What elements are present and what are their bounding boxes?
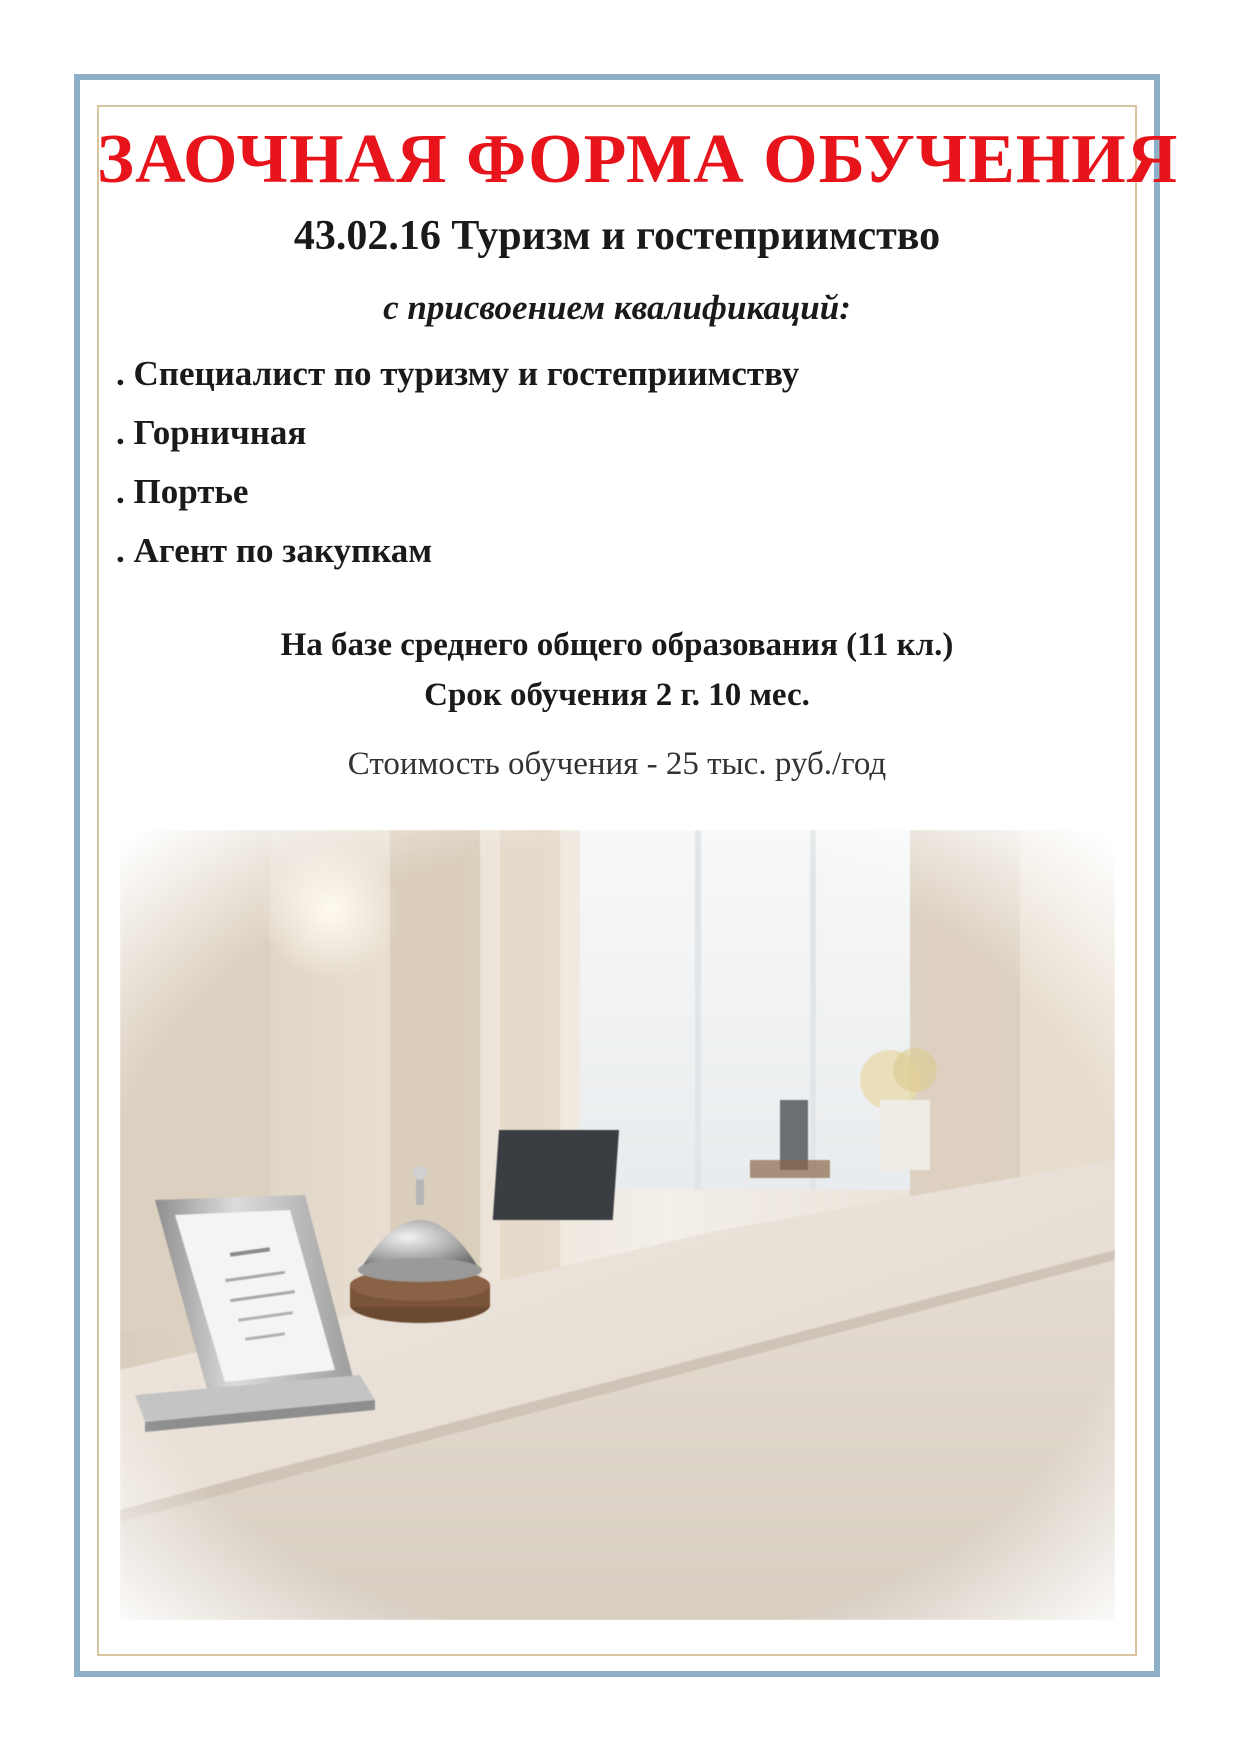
qualification-item: . Горничная	[116, 413, 307, 452]
study-basis: На базе среднего общего образования (11 кл.)	[280, 627, 954, 663]
qualification-item: . Специалист по туризму и гостеприимству	[116, 354, 800, 393]
page-title: ЗАОЧНАЯ ФОРМА ОБУЧЕНИЯ	[97, 121, 1179, 198]
hotel-reception-desk-photo	[120, 830, 1115, 1620]
study-basis-block	[97, 620, 1137, 720]
qualifications-list	[116, 344, 799, 580]
qualifications-heading: с присвоением квалификаций:	[383, 288, 851, 327]
program-name: 43.02.16 Туризм и гостеприимство	[293, 213, 941, 259]
tuition-cost: Стоимость обучения - 25 тыс. руб./год	[347, 746, 887, 782]
qualification-item: . Портье	[116, 472, 249, 511]
qualification-item: . Агент по закупкам	[116, 531, 433, 570]
study-duration: Срок обучения 2 г. 10 мес.	[424, 677, 810, 713]
